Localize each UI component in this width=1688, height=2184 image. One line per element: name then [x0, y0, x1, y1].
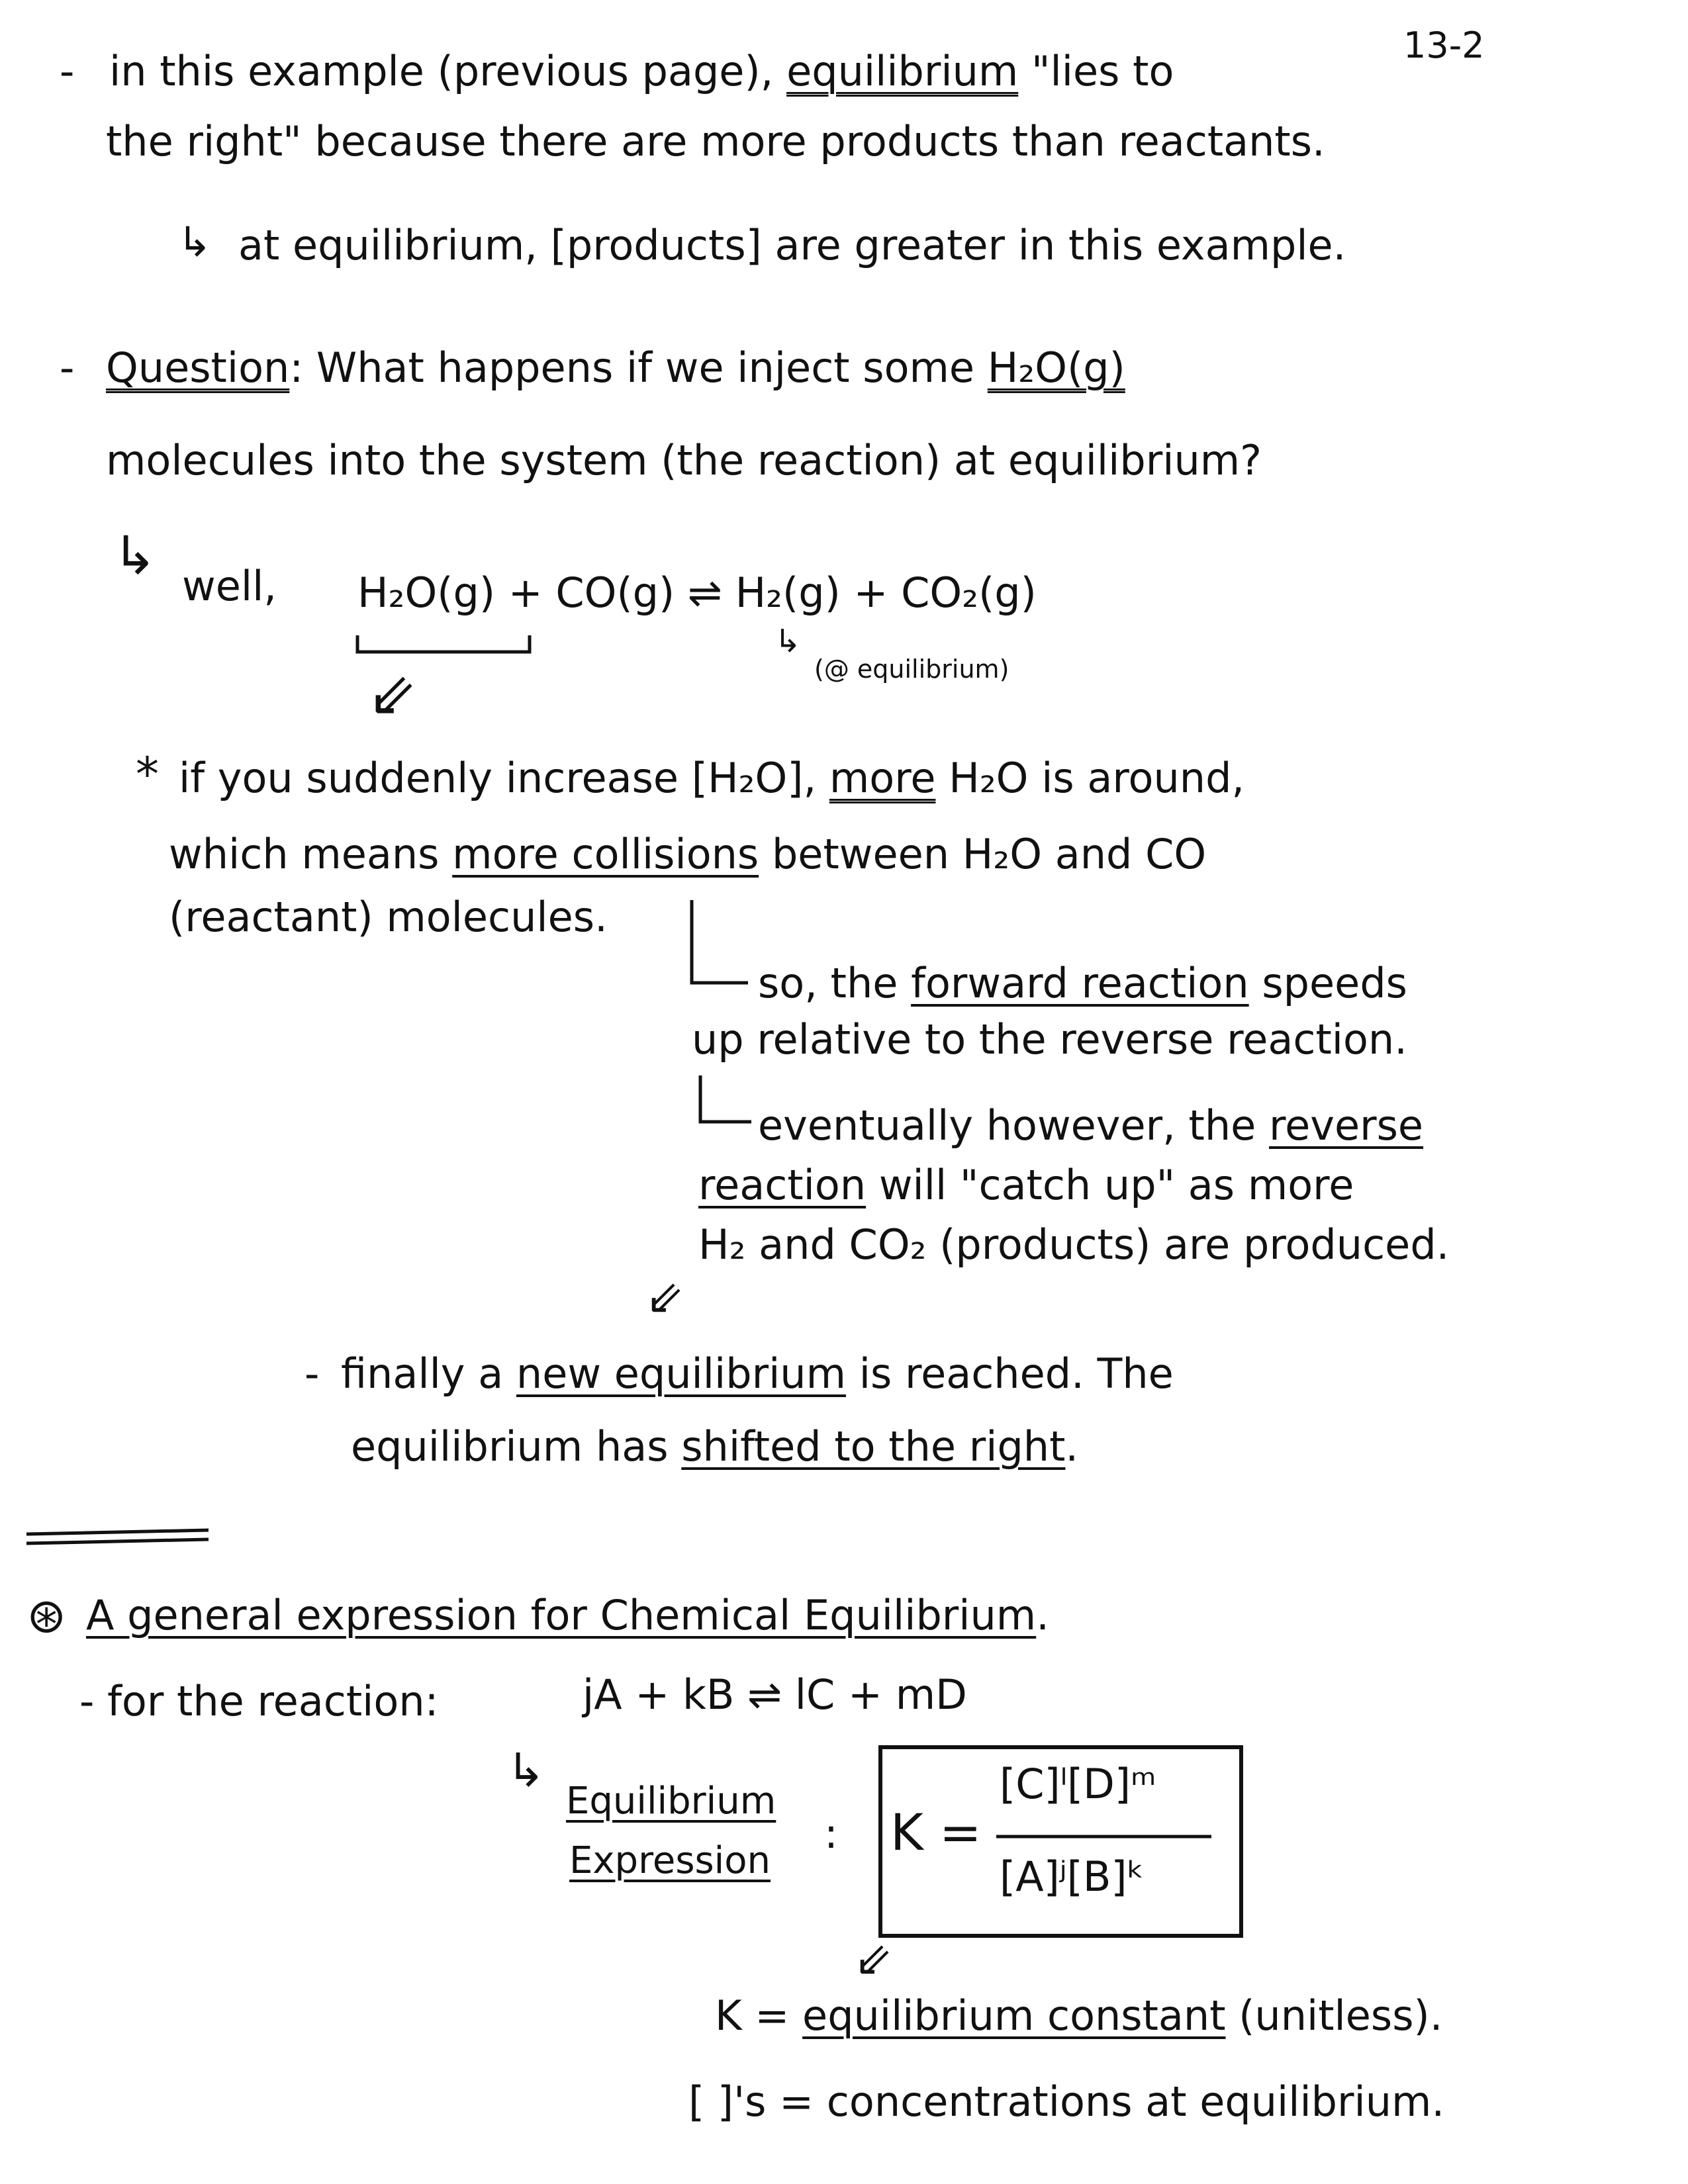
intro-dash: - [60, 47, 75, 95]
explanation-star: * [136, 747, 159, 801]
intro-term-equilibrium: equilibrium [786, 47, 1019, 95]
reverse-branch-line [700, 1075, 751, 1122]
question-line-2: molecules into the system (the reaction) at equilibrium? [106, 436, 1262, 484]
forward-branch-line [692, 900, 748, 983]
reverse-b: will "catch up" as more [878, 1161, 1354, 1209]
conclusion-b: is reached. The [859, 1349, 1174, 1398]
conclusion-d: . [1065, 1422, 1079, 1471]
well-label: well, [182, 562, 277, 610]
conclusion-term-shifted: shifted to the right [681, 1422, 1066, 1471]
page-number: 13-2 [1403, 24, 1485, 66]
intro-sub: at equilibrium, [products] are greater in this example. [238, 221, 1346, 269]
expression-label-1-text: Equilibrium [566, 1780, 776, 1823]
forward-line-2: up relative to the reverse reaction. [692, 1015, 1407, 1064]
conclusion-term-new-equilibrium: new equilibrium [516, 1349, 846, 1398]
explanation-term-more: more [829, 754, 936, 802]
expression-arrow-icon: ↳ [506, 1743, 545, 1797]
well-arrow-icon: ↳ [113, 525, 158, 586]
section-divider-top [26, 1530, 209, 1534]
general-heading-text: A general expression for Chemical Equilibrium [86, 1591, 1037, 1639]
explanation-line-1-a: if you suddenly increase [H₂O], [179, 754, 817, 802]
explanation-line-2-b: between H₂O and CO [771, 830, 1207, 878]
conclusion-c: equilibrium has [351, 1422, 669, 1471]
k-definition-pre: K = [715, 1991, 790, 2040]
conclusion-arrow-icon: ⇙ [645, 1270, 684, 1324]
conclusion-dash: - [305, 1349, 320, 1398]
forward-term: forward reaction [911, 959, 1249, 1007]
explanation-line-1-b: H₂O is around, [949, 754, 1245, 802]
general-heading-end: . [1036, 1591, 1049, 1639]
question-species: H₂O(g) [987, 343, 1125, 392]
reverse-line-3: H₂ and CO₂ (products) are produced. [698, 1220, 1450, 1269]
intro-line-1-pre: in this example (previous page), [109, 47, 774, 95]
reverse-term-1: reverse [1269, 1101, 1424, 1150]
reaction-equation: H₂O(g) + CO(g) ⇌ H₂(g) + CO₂(g) [357, 569, 1037, 617]
k-definition-post: (unitless). [1239, 1991, 1443, 2040]
explanation-line-3: (reactant) molecules. [169, 893, 608, 941]
question-colon: : [289, 343, 304, 392]
expression-denominator: [A]ʲ[B]ᵏ [1000, 1852, 1145, 1901]
intro-line-2: the right" because there are more products than reactants. [106, 117, 1325, 165]
for-the-reaction-label: - for the reaction: [79, 1677, 439, 1725]
explanation-term-collisions: more collisions [452, 830, 759, 878]
expression-numerator: [C]ˡ[D]ᵐ [1000, 1760, 1156, 1808]
forward-a: so, the [758, 959, 898, 1007]
k-arrow-icon: ⇙ [854, 1932, 893, 1986]
question-label: Question [106, 343, 290, 392]
general-reaction: jA + kB ⇌ lC + mD [583, 1670, 967, 1719]
forward-b: speeds [1262, 959, 1407, 1007]
expression-colon: : [824, 1809, 838, 1858]
equilibrium-note: (@ equilibrium) [814, 655, 1009, 684]
reactant-bracket [357, 635, 530, 652]
expression-box [880, 1747, 1241, 1936]
k-definition-term: equilibrium constant [802, 1991, 1226, 2040]
equilibrium-note-arrow-icon: ↳ [774, 623, 802, 660]
question-dash: - [60, 343, 75, 392]
reverse-a: eventually however, the [758, 1101, 1256, 1150]
conclusion-a: finally a [341, 1349, 504, 1398]
asterisk-circle-icon: ⊛ [26, 1588, 67, 1643]
question-line-1-pre: What happens if we inject some [316, 343, 975, 392]
intro-sub-arrow-icon: ↳ [177, 218, 212, 266]
intro-line-1-post: "lies to [1031, 47, 1174, 95]
section-divider-bottom [26, 1539, 209, 1543]
k-equals-label: K = [890, 1803, 982, 1862]
explanation-line-2-a: which means [169, 830, 440, 878]
reverse-term-2: reaction [698, 1161, 867, 1209]
down-left-arrow-icon: ⇙ [367, 660, 418, 729]
concentration-definition: [ ]'s = concentrations at equilibrium. [688, 2077, 1445, 2126]
expression-label-2-text: Expression [569, 1839, 771, 1882]
